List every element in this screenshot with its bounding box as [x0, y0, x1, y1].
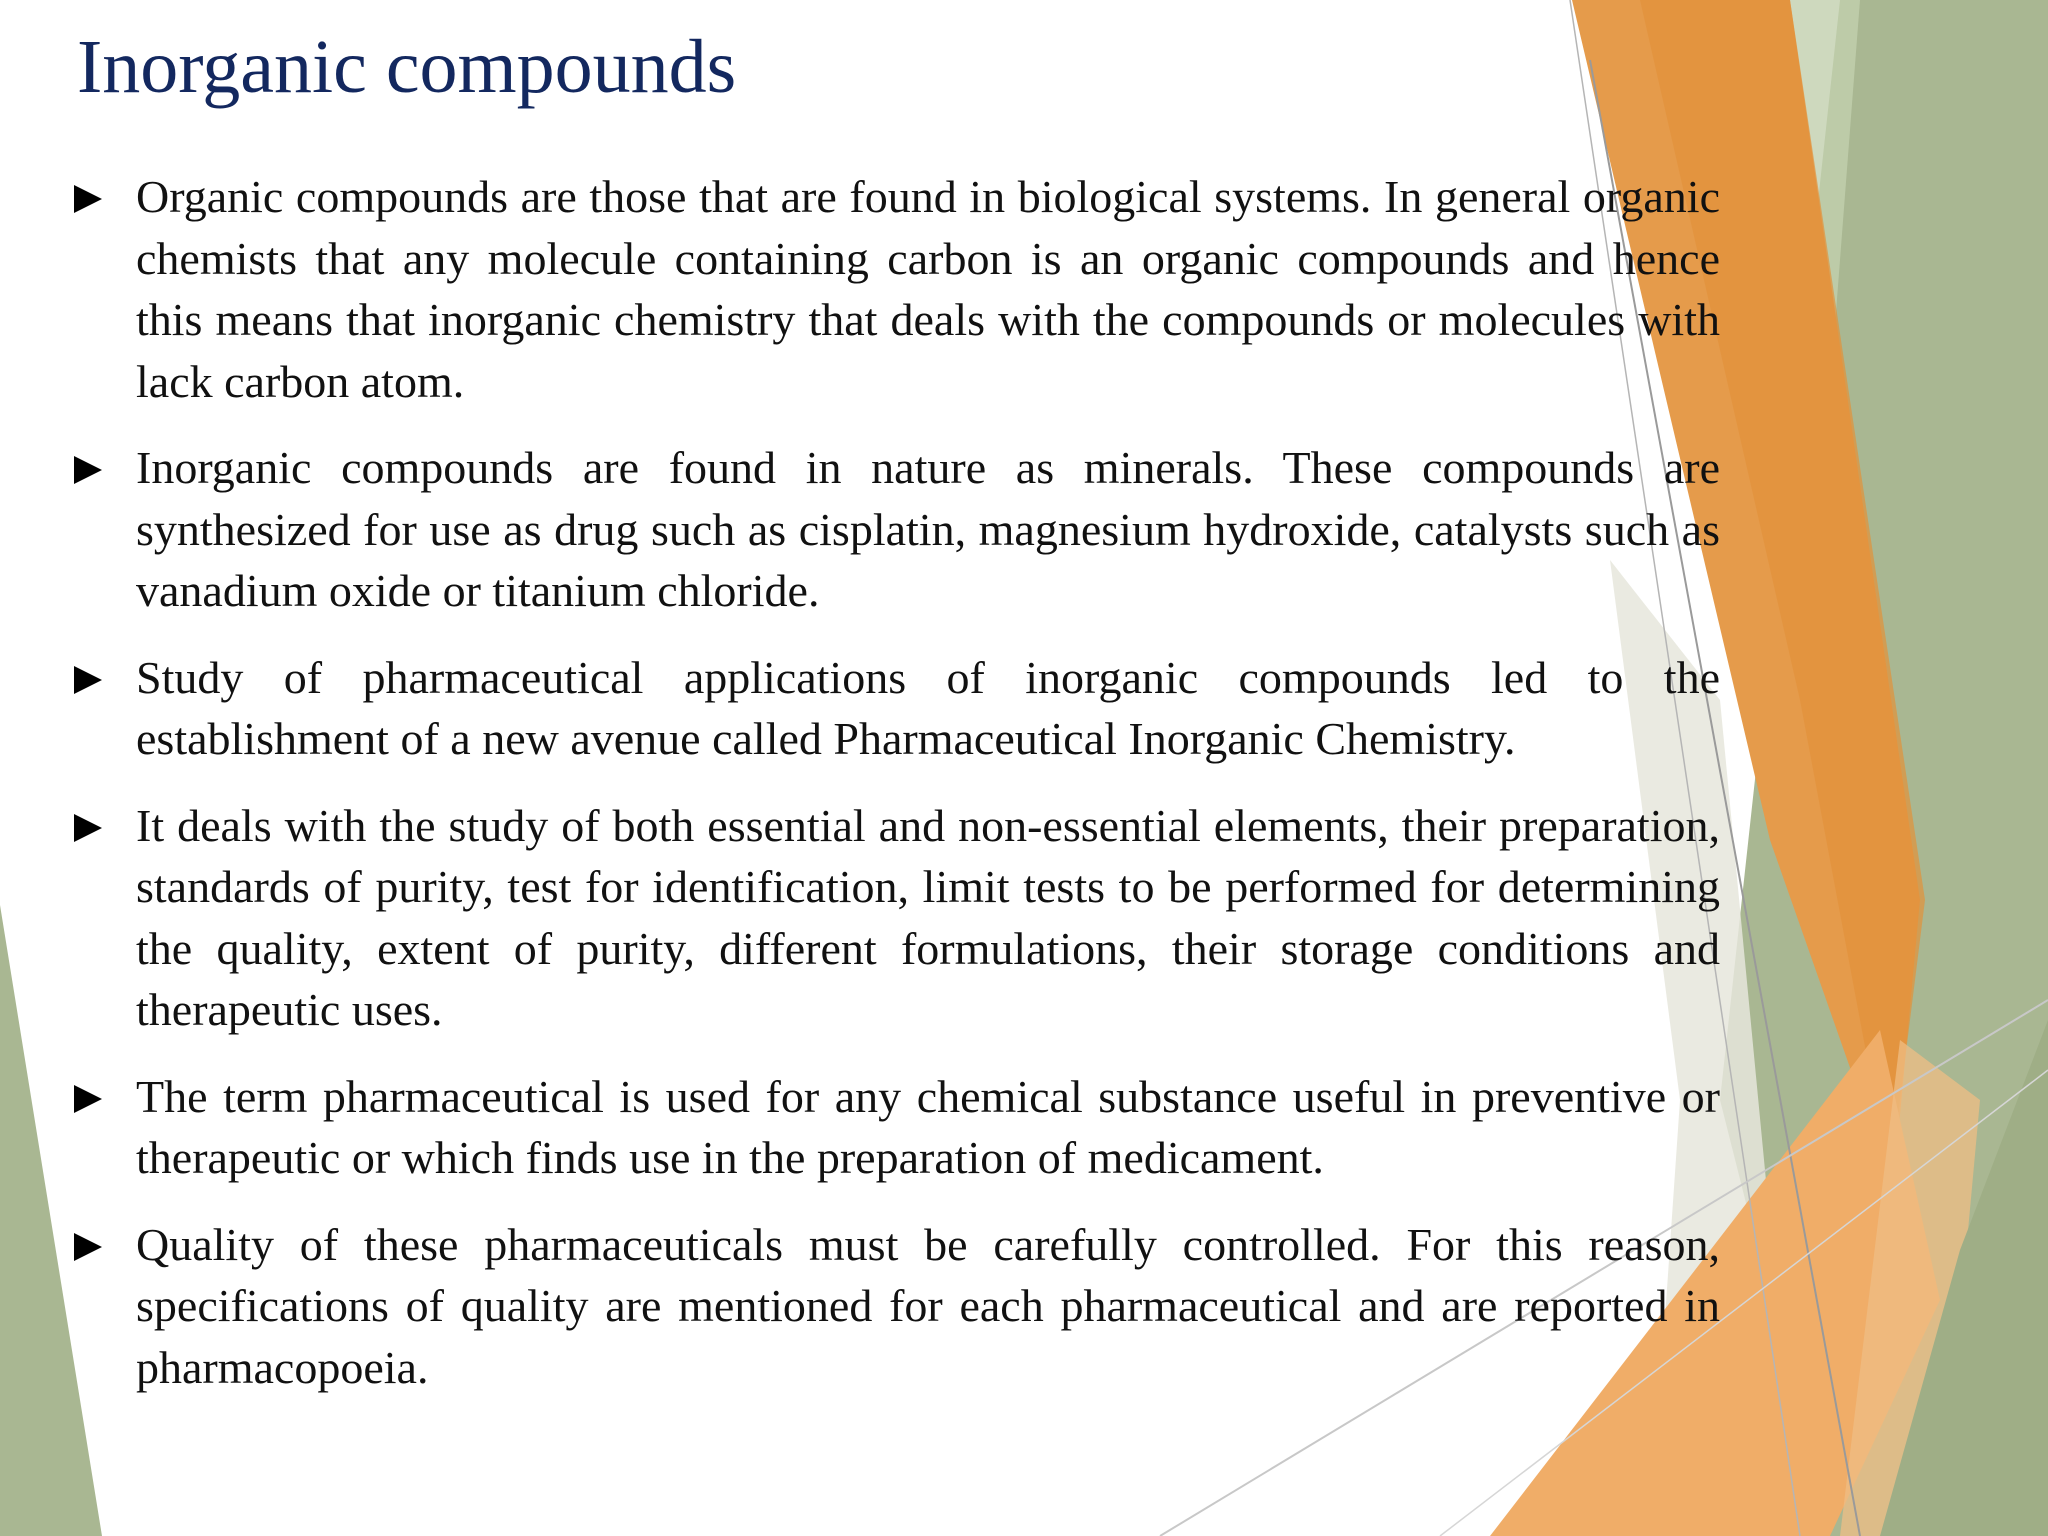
triangle-right-icon	[74, 814, 102, 842]
slide-title: Inorganic compounds	[77, 25, 737, 109]
triangle-right-icon	[74, 1233, 102, 1261]
bullet-text: Study of pharmaceutical applications of inorganic compounds led to the establishment of a new avenue called Pharmaceutical Inorganic Chemistry.	[136, 651, 1720, 764]
bullet-text: Inorganic compounds are found in nature as minerals. These compounds are synthesized for use as drug such as cisplatin, magnesium hydroxide, catalysts such as vanadium oxide or titanium chloride.	[136, 442, 1720, 616]
bullet-item	[72, 437, 1720, 622]
triangle-right-icon	[74, 456, 102, 484]
bullet-text: Quality of these pharmaceuticals must be carefully controlled. For this reason, specifications of quality are mentioned for each pharmaceutical and are reported in pharmacopoeia.	[136, 1218, 1720, 1393]
bullet-text: Organic compounds are those that are found in biological systems. In general organic chemists that any molecule containing carbon is an organic compounds and hence this means that inorganic chemistry that deals with the compounds or molecules with lack carbon atom.	[136, 171, 1720, 407]
bullet-list	[72, 166, 1720, 1423]
triangle-right-icon	[74, 1085, 102, 1113]
bullet-text: The term pharmaceutical is used for any chemical substance useful in preventive or therapeutic or which finds use in the preparation of medicament.	[136, 1070, 1720, 1183]
bullet-item	[72, 795, 1720, 1041]
bullet-item	[72, 647, 1720, 770]
bullet-item	[72, 166, 1720, 412]
triangle-right-icon	[74, 666, 102, 694]
bullet-text: It deals with the study of both essential and non-essential elements, their preparation, standards of purity, test for identification, limit tests to be performed for determining the quality, extent of purity, different formulations, their storage conditions and therapeutic uses.	[136, 799, 1720, 1035]
bullet-item	[72, 1214, 1720, 1399]
bullet-item	[72, 1066, 1720, 1189]
triangle-right-icon	[74, 185, 102, 213]
